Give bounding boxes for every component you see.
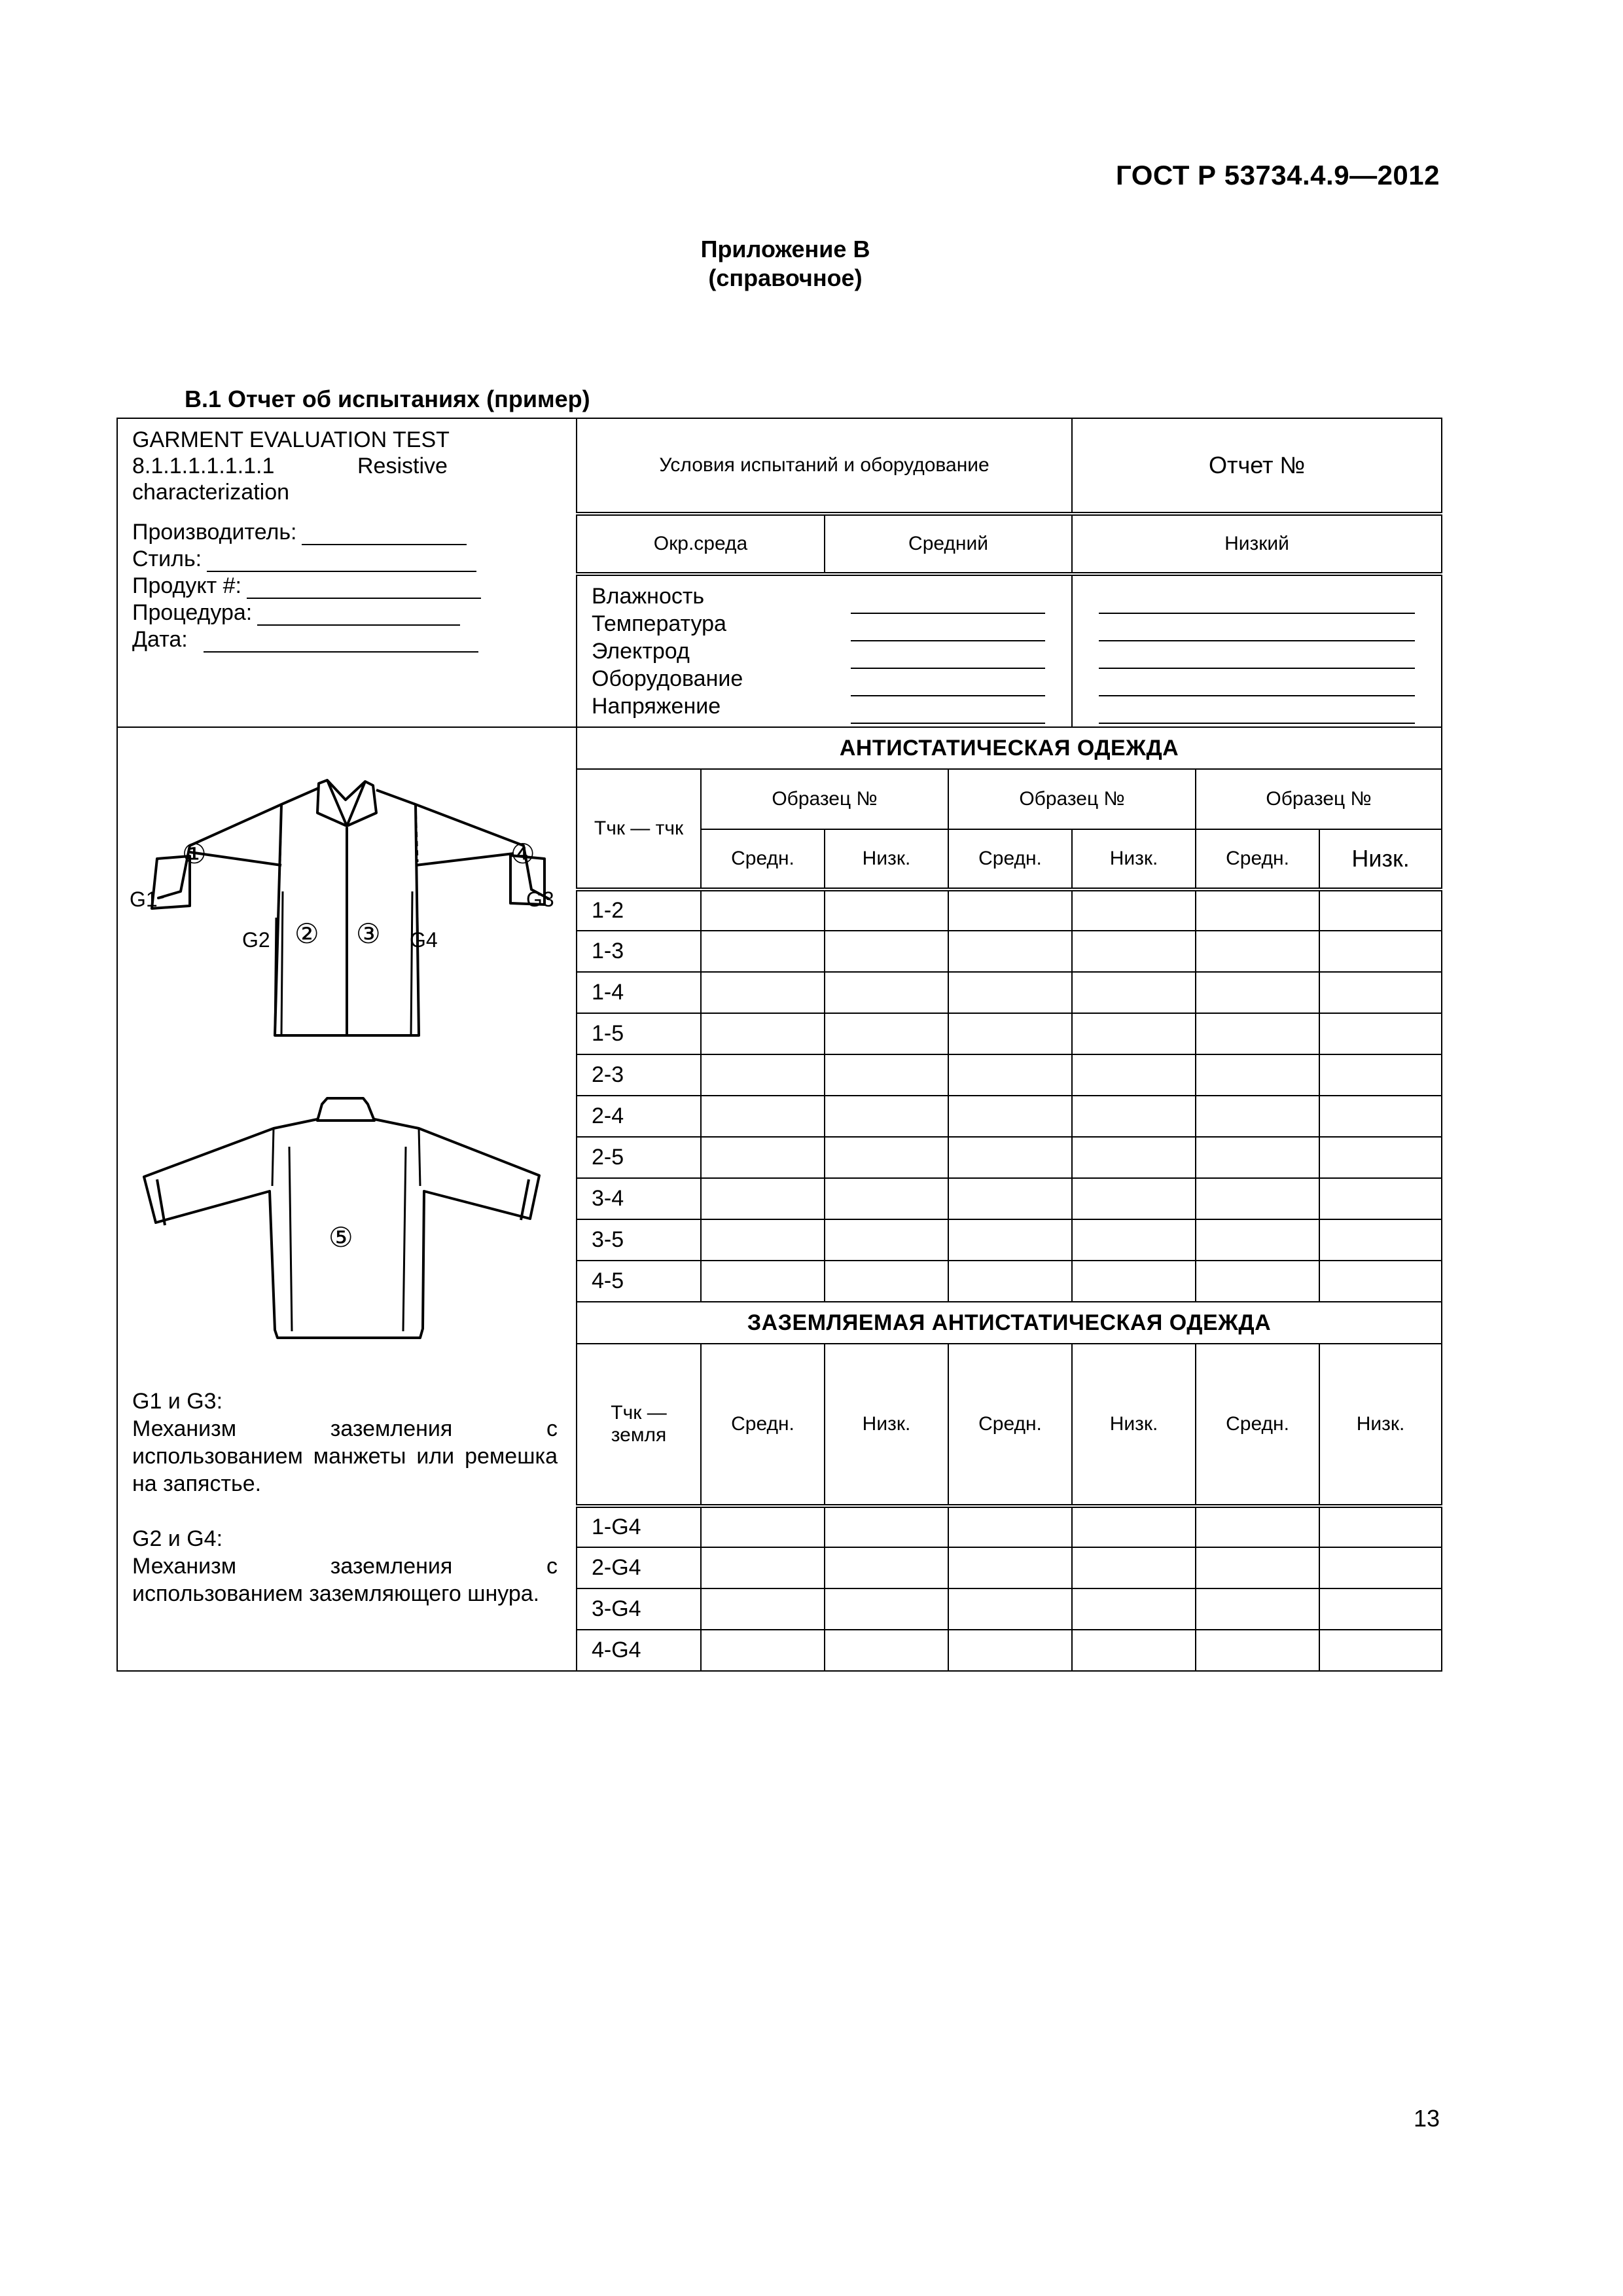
pair-label: 2-G4 (577, 1547, 701, 1588)
value-cell[interactable] (701, 1261, 825, 1302)
note-g2-g4-text: Механизм заземления с использованием заземляющего шнура. (132, 1554, 558, 1606)
value-cell[interactable] (948, 1013, 1072, 1054)
value-cell[interactable] (1072, 1178, 1196, 1219)
value-cell[interactable] (825, 931, 948, 972)
blank-line[interactable] (851, 614, 1045, 641)
low-condition-blanks[interactable] (1072, 574, 1442, 727)
value-cell[interactable] (948, 1054, 1072, 1096)
value-cell[interactable] (825, 1630, 948, 1671)
cond-electrode: Электрод (592, 639, 690, 664)
value-cell[interactable] (701, 1054, 825, 1096)
point-5-marker: ⑤ (329, 1222, 353, 1253)
value-cell[interactable] (948, 972, 1072, 1013)
cond-humidity: Влажность (592, 584, 705, 609)
col-low: Низк. (825, 829, 948, 889)
value-cell[interactable] (825, 1013, 948, 1054)
value-cell[interactable] (1196, 1506, 1319, 1547)
pair-label: 2-5 (577, 1137, 701, 1178)
standard-number: ГОСТ Р 53734.4.9—2012 (1116, 160, 1440, 190)
value-cell[interactable] (1319, 1013, 1442, 1054)
report-header-cell (117, 418, 577, 727)
note-g2-g4 (132, 1525, 558, 1607)
value-cell[interactable] (1072, 1630, 1196, 1671)
env-low-label: Низкий (1072, 514, 1442, 574)
grounded-pair-header-line1: Тчк — (611, 1402, 667, 1424)
report-number-label: Отчет № (1072, 418, 1442, 514)
field-blank[interactable] (204, 636, 478, 653)
value-cell[interactable] (701, 931, 825, 972)
field-label: Стиль: (132, 547, 202, 571)
grounded-pair-header (577, 1344, 701, 1506)
report-code (132, 453, 562, 479)
value-cell[interactable] (948, 1178, 1072, 1219)
value-cell[interactable] (825, 1547, 948, 1588)
value-cell[interactable] (1196, 1547, 1319, 1588)
value-cell[interactable] (1319, 972, 1442, 1013)
col-medium: Средн. (701, 829, 825, 889)
col-medium: Средн. (1196, 829, 1319, 889)
blank-line[interactable] (1099, 586, 1415, 614)
appendix-title: Приложение В (700, 236, 870, 262)
pair-label: 2-3 (577, 1054, 701, 1096)
pair-label: 1-5 (577, 1013, 701, 1054)
value-cell[interactable] (825, 889, 948, 931)
value-cell[interactable] (1319, 1096, 1442, 1137)
value-cell[interactable] (1072, 1588, 1196, 1630)
pair-label: 2-4 (577, 1096, 701, 1137)
grounded-section-title: ЗАЗЕМЛЯЕМАЯ АНТИСТАТИЧЕСКАЯ ОДЕЖДА (577, 1302, 1442, 1344)
value-cell[interactable] (1319, 1054, 1442, 1096)
value-cell[interactable] (948, 1588, 1072, 1630)
col-medium: Средн. (948, 1344, 1072, 1506)
value-cell[interactable] (1072, 972, 1196, 1013)
report-subtitle: characterization (132, 480, 290, 505)
value-cell[interactable] (701, 972, 825, 1013)
value-cell[interactable] (825, 1261, 948, 1302)
value-cell[interactable] (825, 1178, 948, 1219)
value-cell[interactable] (701, 1630, 825, 1671)
section-title: В.1 Отчет об испытаниях (пример) (185, 386, 590, 412)
value-cell[interactable] (1319, 1261, 1442, 1302)
value-cell[interactable] (948, 931, 1072, 972)
value-cell[interactable] (1072, 889, 1196, 931)
point-3-marker: ③ (356, 918, 381, 949)
back-garment (144, 1098, 539, 1338)
value-cell[interactable] (1196, 1096, 1319, 1137)
value-cell[interactable] (1196, 889, 1319, 931)
col-medium: Средн. (948, 829, 1072, 889)
value-cell[interactable] (1319, 1137, 1442, 1178)
value-cell[interactable] (948, 889, 1072, 931)
value-cell[interactable] (1319, 1588, 1442, 1630)
blank-line[interactable] (1099, 669, 1415, 696)
value-cell[interactable] (1319, 1547, 1442, 1588)
value-cell[interactable] (825, 1137, 948, 1178)
value-cell[interactable] (701, 1547, 825, 1588)
value-cell[interactable] (1196, 1261, 1319, 1302)
value-cell[interactable] (1319, 1630, 1442, 1671)
report-code-suffix: Resistive (357, 454, 448, 478)
value-cell[interactable] (1196, 1013, 1319, 1054)
value-cell[interactable] (1072, 1547, 1196, 1588)
pair-label: 1-2 (577, 889, 701, 931)
col-low: Низк. (1319, 829, 1442, 889)
value-cell[interactable] (1196, 1588, 1319, 1630)
col-medium: Средн. (701, 1344, 825, 1506)
env-label: Окр.среда (577, 514, 825, 574)
cond-temperature: Температура (592, 611, 726, 636)
test-report-table (116, 418, 1442, 1672)
appendix-type: (справочное) (708, 264, 863, 291)
value-cell[interactable] (1196, 972, 1319, 1013)
blank-line[interactable] (1099, 614, 1415, 641)
pair-label: 1-3 (577, 931, 701, 972)
pair-label: 3-4 (577, 1178, 701, 1219)
pair-label: 4-G4 (577, 1630, 701, 1671)
value-cell[interactable] (1319, 1219, 1442, 1261)
point-2-marker: ② (294, 918, 319, 949)
value-cell[interactable] (948, 1506, 1072, 1547)
page-number: 13 (1413, 2105, 1440, 2132)
value-cell[interactable] (1072, 1013, 1196, 1054)
blank-line[interactable] (851, 641, 1045, 669)
pair-label: 3-G4 (577, 1588, 701, 1630)
value-cell[interactable] (948, 1261, 1072, 1302)
value-cell[interactable] (1072, 1506, 1196, 1547)
value-cell[interactable] (948, 1547, 1072, 1588)
value-cell[interactable] (1072, 1054, 1196, 1096)
value-cell[interactable] (1072, 1219, 1196, 1261)
pair-label: 1-G4 (577, 1506, 701, 1547)
value-cell[interactable] (701, 1137, 825, 1178)
garment-figure-cell (117, 727, 577, 1671)
value-cell[interactable] (1196, 1137, 1319, 1178)
value-cell[interactable] (701, 1506, 825, 1547)
value-cell[interactable] (825, 1054, 948, 1096)
front-garment (152, 780, 550, 1035)
note-g2-g4-title: G2 и G4: (132, 1526, 223, 1551)
blank-line[interactable] (851, 669, 1045, 696)
value-cell[interactable] (1196, 1178, 1319, 1219)
value-cell[interactable] (701, 889, 825, 931)
col-low: Низк. (1319, 1344, 1442, 1506)
value-cell[interactable] (701, 1096, 825, 1137)
pair-label: 4-5 (577, 1261, 701, 1302)
ground-g3-label: G3 (526, 888, 554, 911)
env-medium-label: Средний (825, 514, 1072, 574)
value-cell[interactable] (1072, 931, 1196, 972)
field-manufacturer[interactable] (132, 518, 562, 545)
ground-g2-label: G2 (242, 928, 270, 952)
blank-line[interactable] (851, 586, 1045, 614)
ground-g1-label: G1 (130, 888, 158, 911)
sample-1-header: Образец № (701, 769, 948, 829)
value-cell[interactable] (948, 1137, 1072, 1178)
cond-voltage: Напряжение (592, 694, 721, 719)
field-blank[interactable] (247, 582, 481, 599)
report-code-number: 8.1.1.1.1.1.1.1 (132, 454, 275, 478)
field-blank[interactable] (302, 528, 467, 545)
conditions-header: Условия испытаний и оборудование (577, 418, 1072, 514)
value-cell[interactable] (825, 1219, 948, 1261)
value-cell[interactable] (825, 1588, 948, 1630)
col-low: Низк. (825, 1344, 948, 1506)
field-blank[interactable] (207, 555, 476, 572)
value-cell[interactable] (825, 1096, 948, 1137)
field-label: Производитель: (132, 520, 297, 545)
field-blank[interactable] (257, 609, 460, 626)
value-cell[interactable] (1319, 1178, 1442, 1219)
value-cell[interactable] (948, 1219, 1072, 1261)
value-cell[interactable] (1072, 1137, 1196, 1178)
value-cell[interactable] (825, 972, 948, 1013)
col-low: Низк. (1072, 1344, 1196, 1506)
value-cell[interactable] (1196, 931, 1319, 972)
value-cell[interactable] (948, 1630, 1072, 1671)
value-cell[interactable] (1319, 1506, 1442, 1547)
value-cell[interactable] (1196, 1630, 1319, 1671)
blank-line[interactable] (1099, 641, 1415, 669)
sample-3-header: Образец № (1196, 769, 1442, 829)
point-1-marker: ① (182, 838, 207, 869)
ground-g4-label: G4 (410, 928, 438, 952)
field-style[interactable] (132, 545, 562, 572)
value-cell[interactable] (701, 1588, 825, 1630)
col-low: Низк. (1072, 829, 1196, 889)
note-g1-g3-title: G1 и G3: (132, 1389, 223, 1414)
field-label: Дата: (132, 627, 188, 652)
condition-labels (577, 574, 825, 727)
value-cell[interactable] (825, 1506, 948, 1547)
value-cell[interactable] (1319, 931, 1442, 972)
field-procedure[interactable] (132, 599, 562, 626)
point-4-marker: ④ (510, 838, 535, 869)
col-medium: Средн. (1196, 1344, 1319, 1506)
value-cell[interactable] (701, 1178, 825, 1219)
garment-figure (118, 728, 576, 1670)
antistatic-pair-header: Тчк — тчк (577, 769, 701, 889)
pair-label: 3-5 (577, 1219, 701, 1261)
value-cell[interactable] (1072, 1261, 1196, 1302)
field-product[interactable] (132, 572, 562, 599)
cond-equipment: Оборудование (592, 666, 743, 691)
value-cell[interactable] (948, 1096, 1072, 1137)
value-cell[interactable] (1196, 1054, 1319, 1096)
value-cell[interactable] (1072, 1096, 1196, 1137)
medium-condition-blanks[interactable] (825, 574, 1072, 727)
field-label: Продукт #: (132, 573, 241, 598)
sample-2-header: Образец № (948, 769, 1196, 829)
field-date[interactable] (132, 626, 562, 653)
report-fields (132, 518, 562, 653)
value-cell[interactable] (1319, 889, 1442, 931)
grounded-pair-header-line2: земля (611, 1424, 667, 1446)
blank-line[interactable] (1099, 696, 1415, 724)
report-title: GARMENT EVALUATION TEST (132, 427, 450, 452)
field-label: Процедура: (132, 600, 253, 625)
blank-line[interactable] (851, 696, 1045, 724)
antistatic-section-title: АНТИСТАТИЧЕСКАЯ ОДЕЖДА (577, 727, 1442, 769)
value-cell[interactable] (701, 1013, 825, 1054)
value-cell[interactable] (1196, 1219, 1319, 1261)
note-g1-g3 (132, 1388, 558, 1498)
value-cell[interactable] (701, 1219, 825, 1261)
note-g1-g3-text: Механизм заземления с использованием манжеты или ремешка на запястье. (132, 1416, 558, 1496)
pair-label: 1-4 (577, 972, 701, 1013)
